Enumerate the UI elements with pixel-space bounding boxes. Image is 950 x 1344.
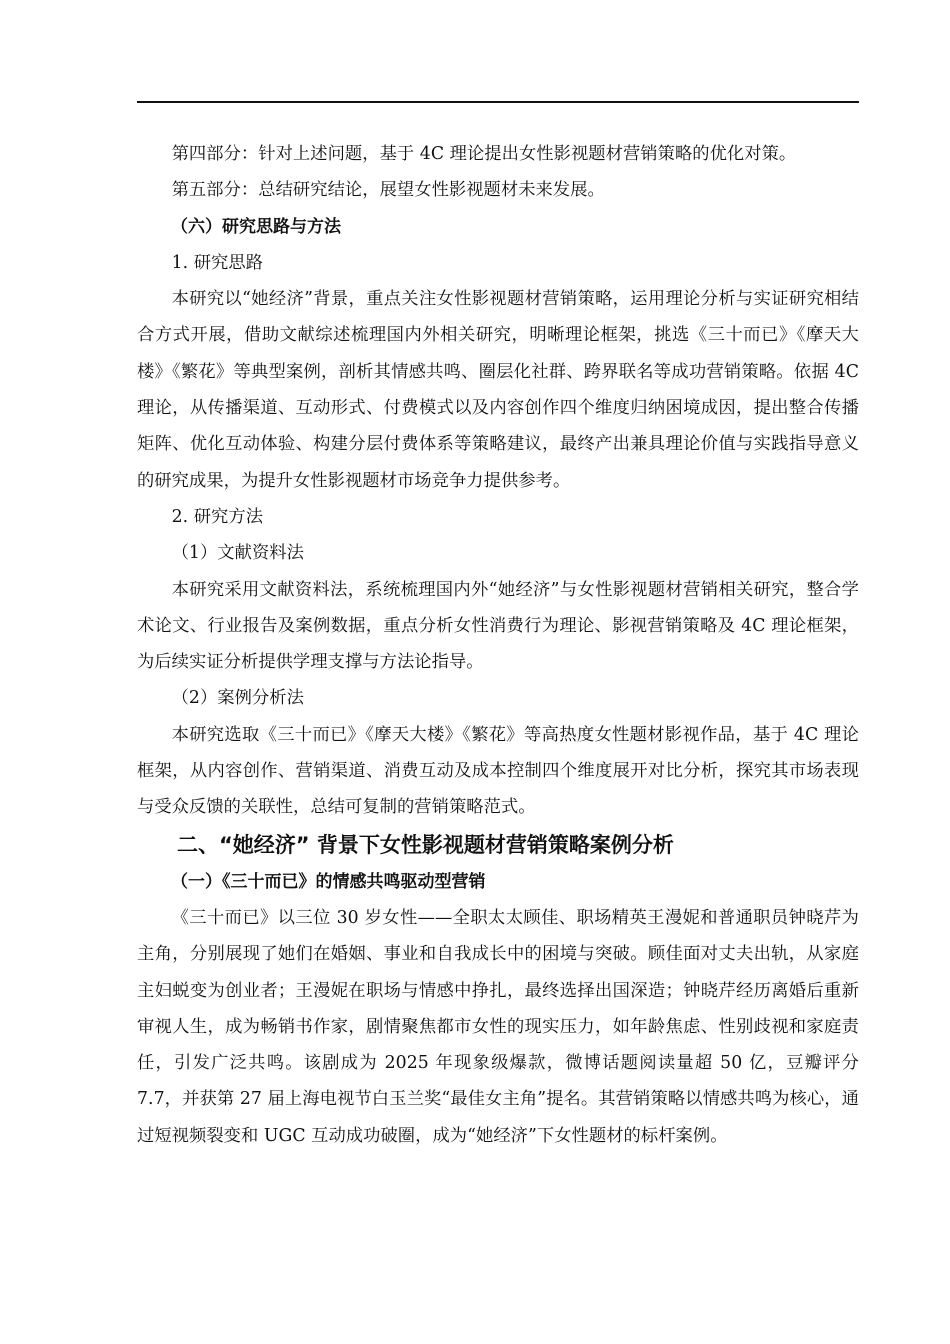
chapter-heading-case-analysis: 二、“她经济” 背景下女性影视题材营销策略案例分析 — [177, 832, 674, 857]
header-rule — [137, 101, 859, 103]
page-body — [137, 136, 859, 1154]
paragraph-thirty-case: 《三十而已》以三位 30 岁女性——全职太太顾佳、职场精英王漫妮和普通职员钟晓芹为主角，分别展现了她们在婚姻、事业和自我成长中的困境与突破。顾佳面对丈夫出轨，从家庭主妇蜕变为创业者；王漫妮在职场与情感中挣扎，最终选择出国深造；钟晓芹经历离婚后重新审视人生，成为畅销书作家，剧情聚焦都市女性的现实压力，如年龄焦虑、性别歧视和家庭责任，引发广泛共鸣。该剧成为 2025 年现象级爆款，微博话题阅读量超 50 亿，豆瓣评分 7.7，并获第 27 届上海电视节白玉兰奖“最佳女主角”提名。其营销策略以情感共鸣为核心，通过短视频裂变和 UGC 互动成功破圈，成为“她经济”下女性题材的标杆案例。 — [137, 907, 859, 1146]
paragraph-case-method: 本研究选取《三十而已》《摩天大楼》《繁花》等高热度女性题材影视作品，基于 4C 理论框架，从内容创作、营销渠道、消费互动及成本控制四个维度展开对比分析，探究其市场表现与受众反馈的关联性，总结可复制的营销策略范式。 — [137, 724, 859, 818]
subheading-literature-method: （1）文献资料法 — [171, 543, 304, 564]
subheading-research-idea: 1. 研究思路 — [171, 252, 264, 273]
paragraph-research-idea: 本研究以“她经济”背景，重点关注女性影视题材营销策略，运用理论分析与实证研究相结合方式开展，借助文献综述梳理国内外相关研究，明晰理论框架，挑选《三十而已》《摩天大楼》《繁花》等典型案例，剖析其情感共鸣、圈层化社群、跨界联名等成功营销策略。依据 4C 理论，从传播渠道、互动形式、付费模式以及内容创作四个维度归纳困境成因，提出整合传播矩阵、优化互动体验、构建分层付费体系等策略建议，最终产出兼具理论价值与实践指导意义的研究成果，为提升女性影视题材市场竞争力提供参考。 — [137, 289, 859, 491]
subheading-case-method: （2）案例分析法 — [171, 688, 304, 709]
paragraph-part-four: 第四部分：针对上述问题，基于 4C 理论提出女性影视题材营销策略的优化对策。 — [171, 144, 797, 164]
paragraph-part-five: 第五部分：总结研究结论，展望女性影视题材未来发展。 — [171, 180, 605, 201]
section-heading-thirty-case: （一）《三十而已》的情感共鸣驱动型营销 — [171, 871, 486, 892]
paragraph-literature-method: 本研究采用文献资料法，系统梳理国内外“她经济”与女性影视题材营销相关研究，整合学术论文、行业报告及案例数据，重点分析女性消费行为理论、影视营销策略及 4C 理论框架，为后续实证分析提供学理支撑与方法论指导。 — [137, 579, 859, 673]
section-heading-research-approach: （六）研究思路与方法 — [171, 216, 341, 237]
subheading-research-methods: 2. 研究方法 — [171, 506, 264, 527]
